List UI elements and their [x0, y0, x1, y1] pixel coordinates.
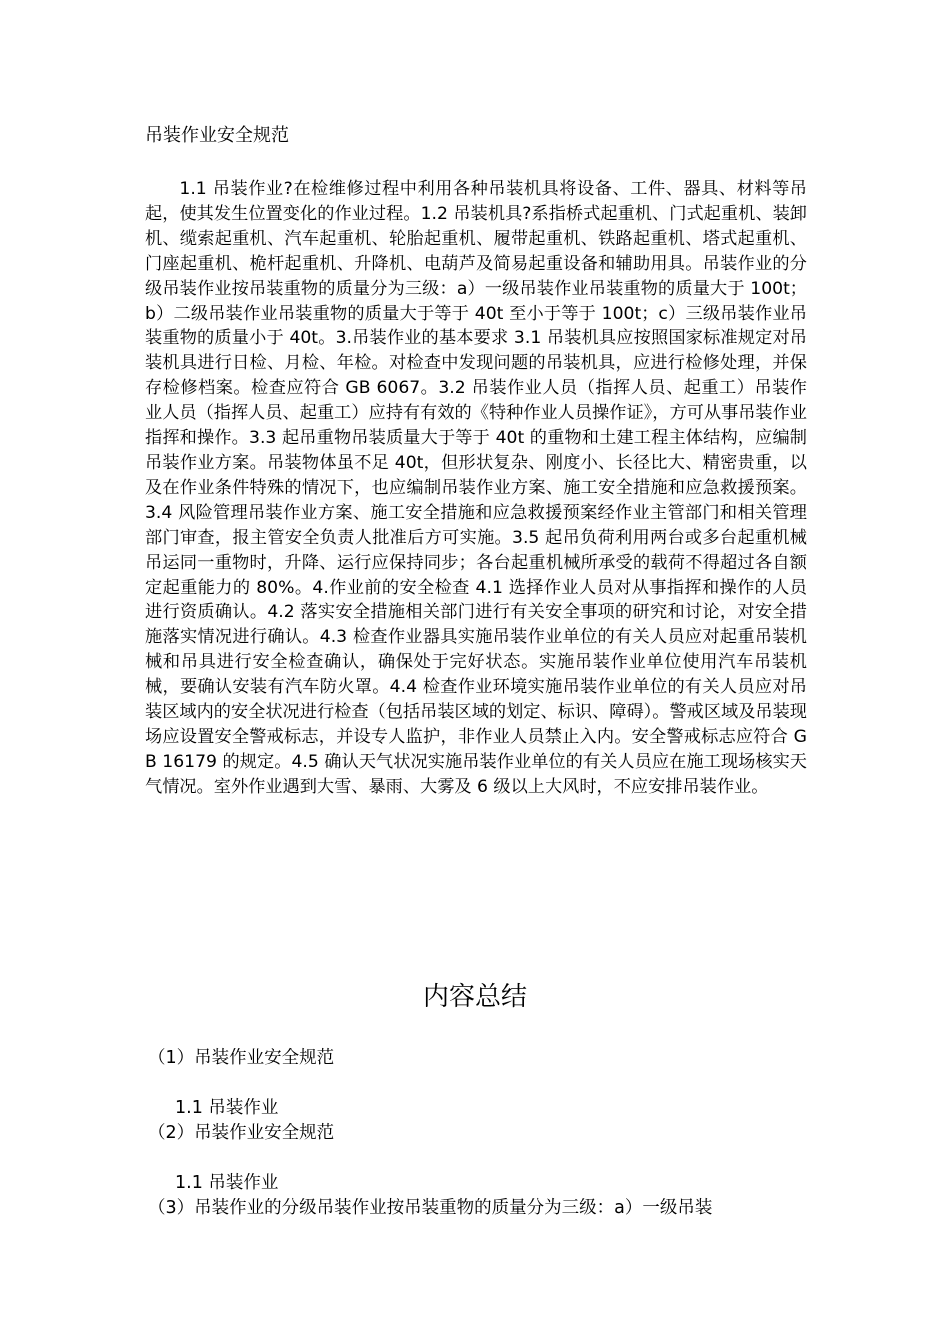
document-title: 吊装作业安全规范	[145, 125, 289, 146]
summary-item-1-sub: 1.1 吊装作业	[175, 1098, 279, 1118]
summary-item-2: （2）吊装作业安全规范	[148, 1123, 335, 1143]
summary-item-2-sub: 1.1 吊装作业	[175, 1173, 279, 1193]
summary-item-3: （3）吊装作业的分级吊装作业按吊装重物的质量分为三级：a）一级吊装	[148, 1198, 713, 1218]
summary-heading: 内容总结	[422, 982, 527, 1012]
document-body-paragraph: 1.1 吊装作业?在检维修过程中利用各种吊装机具将设备、工件、器具、材料等吊起，使其发生位置变化的作业过程。1.2 吊装机具?系指桥式起重机、门式起重机、装卸机、缆索起重机、汽车起重机、轮胎起重机、履带起重机、铁路起重机、塔式起重机、门座起重机、桅杆起重机、升降机、电葫芦及简易起重设备和辅助用具。吊装作业的分级吊装作业按吊装重物的质量分为三级：a）一级吊装作业吊装重物的质量大于 100t；b）二级吊装作业吊装重物的质量大于等于 40t 至小于等于 100t；c）三级吊装作业吊装重物的质量小于 40t。3.吊装作业的基本要求 3.1 吊装机具应按照国家标准规定对吊装机具进行日检、月检、年检。对检查中发现问题的吊装机具，应进行检修处理，并保存检修档案。检查应符合 GB 6067。3.2 吊装作业人员（指挥人员、起重工）吊装作业人员（指挥人员、起重工）应持有有效的《特种作业人员操作证》，方可从事吊装作业指挥和操作。3.3 起吊重物吊装质量大于等于 40t 的重物和土建工程主体结构，应编制吊装作业方案。吊装物体虽不足 40t，但形状复杂、刚度小、长径比大、精密贵重，以及在作业条件特殊的情况下，也应编制吊装作业方案、施工安全措施和应急救援预案。3.4 风险管理吊装作业方案、施工安全措施和应急救援预案经作业主管部门和相关管理部门审查，报主管安全负责人批准后方可实施。3.5 起吊负荷利用两台或多台起重机械吊运同一重物时，升降、运行应保持同步；各台起重机械所承受的载荷不得超过各自额定起重能力的 80%。4.作业前的安全检查 4.1 选择作业人员对从事指挥和操作的人员进行资质确认。4.2 落实安全措施相关部门进行有关安全事项的研究和讨论，对安全措施落实情况进行确认。4.3 检查作业器具实施吊装作业单位的有关人员应对起重吊装机械和吊具进行安全检查确认，确保处于完好状态。实施吊装作业单位使用汽车吊装机械，要确认安装有汽车防火罩。4.4 检查作业环境实施吊装作业单位的有关人员应对吊装区域内的安全状况进行检查（包括吊装区域的划定、标识、障碍）。警戒区域及吊装现场应设置安全警戒标志，并设专人监护，非作业人员禁止入内。安全警戒标志应符合 GB 16179 的规定。4.5 确认天气状况实施吊装作业单位的有关人员应在施工现场核实天气情况。室外作业遇到大雪、暴雨、大雾及 6 级以上大风时，不应安排吊装作业。	[145, 179, 807, 797]
summary-item-1: （1）吊装作业安全规范	[148, 1048, 335, 1068]
